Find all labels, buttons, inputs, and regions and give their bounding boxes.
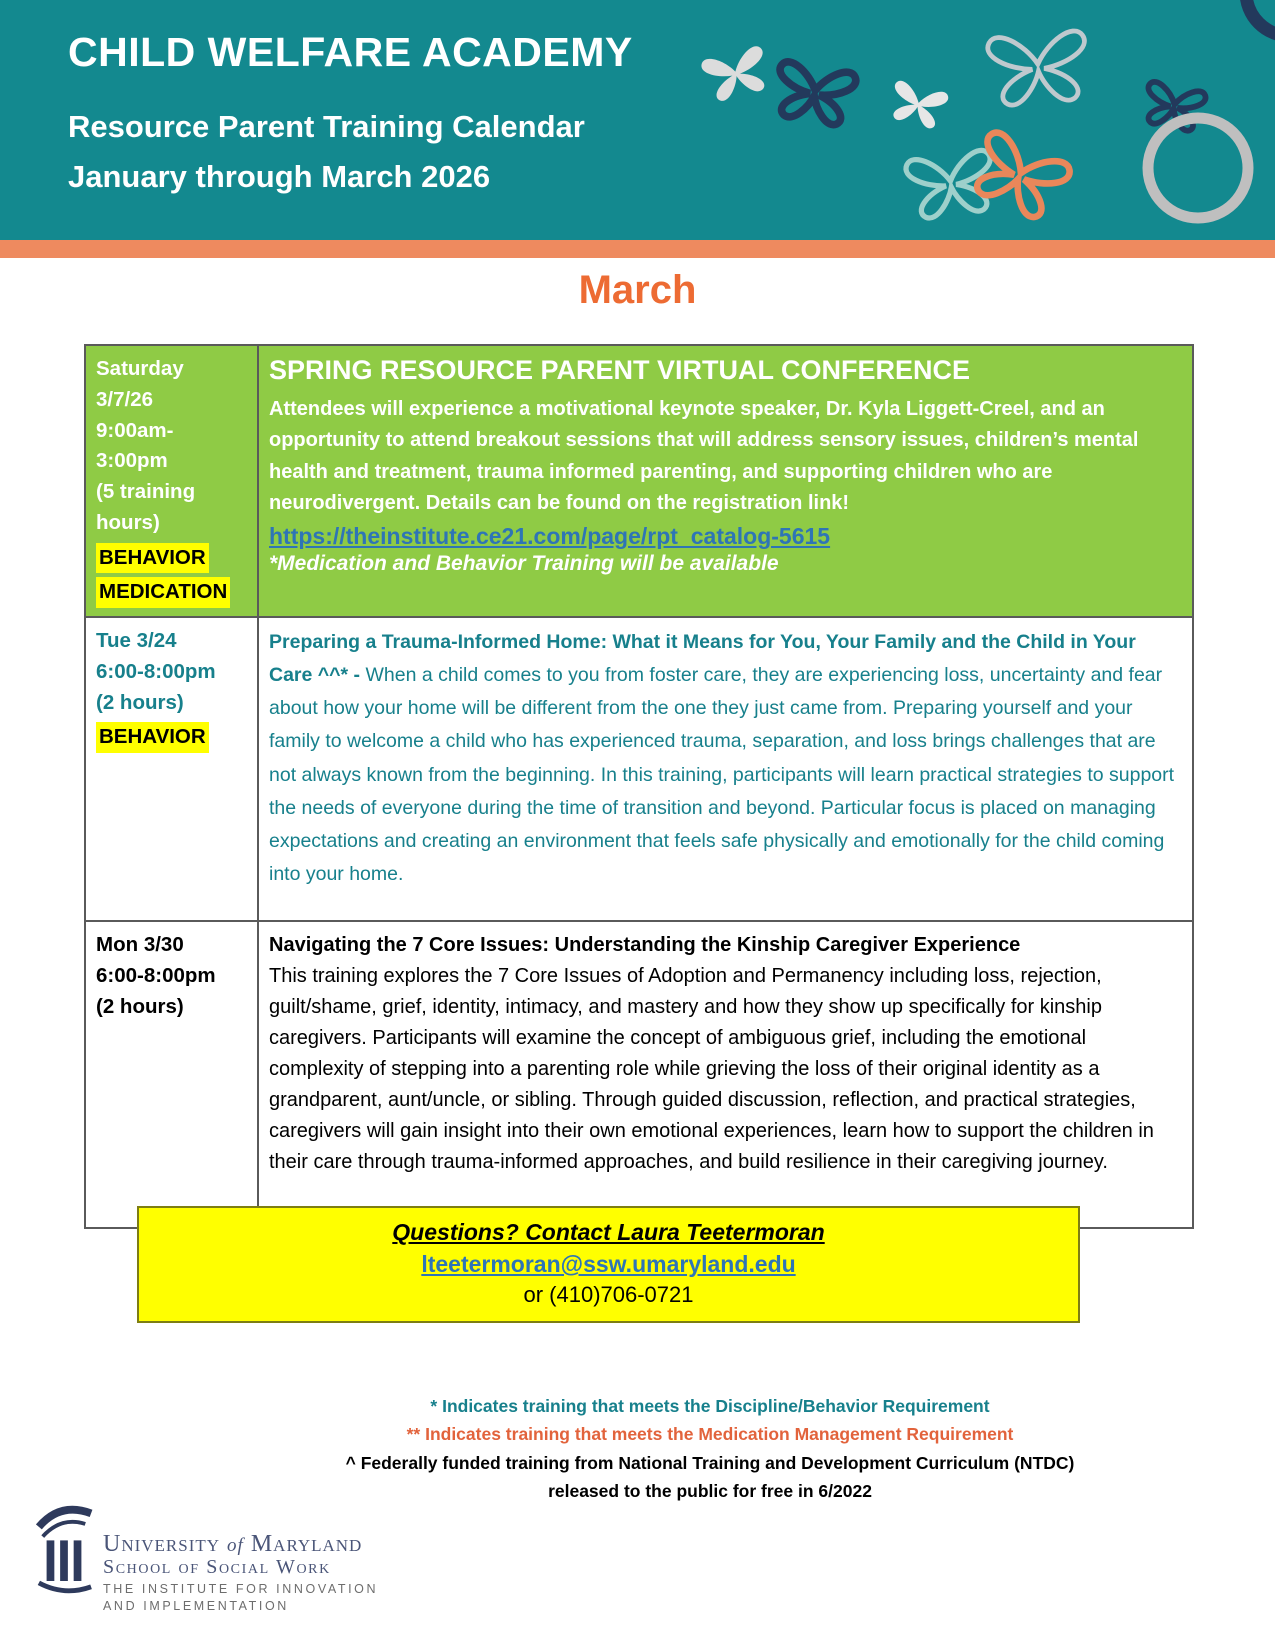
butterfly-outline-lightgray: [987, 30, 1090, 107]
contact-box: [137, 1206, 1080, 1323]
training-table: [84, 344, 1194, 1229]
butterfly-solid-white: [886, 79, 949, 131]
session-datetime-cell: Tue 3/24 6:00-8:00pm (2 hours) BEHAVIOR: [86, 618, 259, 920]
contact-heading: Questions? Contact Laura Teetermoran: [392, 1219, 825, 1245]
session-description: This training explores the 7 Core Issues of Adoption and Permanency including loss, rejection, guilt/shame, grief, identity, intimacy, and mastery and how they show up specifically for kinship caregivers. Participants will examine the concept of ambiguous grief, including the emotional complexity of stepping into a parenting role while grieving the loss of their original identity as a grandparent, aunt/uncle, or sibling. Through guided discussion, reflection, and practical strategies, caregivers will gain insight into their own emotional experiences, learn how to support the children in their care through trauma-informed approaches, and build resilience in their caregiving journey.: [269, 965, 1154, 1173]
table-row-trauma-informed-home: [86, 616, 1192, 920]
contact-email-link[interactable]: lteetermoran@ssw.umaryland.edu: [421, 1251, 796, 1278]
footnote-ntdc: ^ Federally funded training from National Training and Development Curriculum (NTDC): [345, 1452, 1075, 1473]
logo-university-of-maryland: University of Maryland: [103, 1531, 363, 1557]
behavior-tag: BEHAVIOR: [96, 543, 209, 574]
session-description-cell: [259, 346, 1192, 616]
header-banner: [0, 0, 1275, 240]
navy-corner-arc: [1246, 0, 1275, 36]
logo-text: [103, 1532, 378, 1615]
page-subtitle-2: January through March 2026: [68, 158, 491, 194]
session-title: SPRING RESOURCE PARENT VIRTUAL CONFERENCE: [269, 355, 971, 385]
logo-school-of-social-work: School of Social Work: [103, 1556, 331, 1578]
gray-ring: [1148, 118, 1248, 218]
page-title: CHILD WELFARE ACADEMY: [68, 29, 633, 75]
footnote-discipline-behavior: * Indicates training that meets the Discipline/Behavior Requirement: [430, 1396, 990, 1416]
session-note: *Medication and Behavior Training will be available: [269, 552, 779, 576]
requirement-tags: [96, 543, 247, 609]
table-row-conference: [86, 346, 1192, 616]
month-heading: March: [578, 268, 697, 312]
medication-tag: MEDICATION: [96, 577, 230, 608]
session-datetime-cell: Saturday 3/7/26 9:00am- 3:00pm (5 training hours) BEHAVIOR MEDICATION: [86, 346, 259, 616]
session-description: Attendees will experience a motivational keynote speaker, Dr. Kyla Liggett-Creel, and an opportunity to attend breakout sessions that will address sensory issues, children’s mental health and treatment, trauma informed parenting, and supporting children who are neurodivergent. Details can be found on the registration link!: [269, 397, 1139, 514]
session-title: Navigating the 7 Core Issues: Understanding the Kinship Caregiver Experience: [269, 934, 1021, 956]
butterfly-outline-navy-1: [772, 61, 857, 128]
session-datetime-cell: Mon 3/30 6:00-8:00pm (2 hours): [86, 922, 259, 1227]
butterfly-outline-lightteal: [905, 149, 997, 220]
session-title: Preparing a Trauma-Informed Home: What it Means for You, Your Family and the Child in Your Care ^^* -: [269, 631, 1136, 687]
table-row-7-core-issues: [86, 920, 1192, 1227]
butterfly-solid-gray-1: [700, 45, 772, 104]
logo-institute-line-1: THE INSTITUTE FOR INNOVATION: [103, 1582, 379, 1596]
footnote-medication-management: ** Indicates training that meets the Medication Management Requirement: [406, 1424, 1014, 1445]
registration-link[interactable]: https://theinstitute.ce21.com/page/rpt_catalog-5615: [269, 523, 831, 550]
logo-institute-line-2: AND IMPLEMENTATION: [103, 1598, 289, 1613]
orange-stripe: [0, 240, 1275, 258]
session-description: When a child comes to you from foster care, they are experiencing loss, uncertainty and fear about how your home will be different from the one they just came from. Preparing yourself and your family to welcome a child who has experienced trauma, separation, and loss brings challenges that are not always known from the beginning. In this training, participants will learn practical strategies to support the needs of everyone during the time of transition and beyond. Particular focus is placed on managing expectations and creating an environment that feels safe physically and emotionally for the child coming into your home.: [269, 664, 1175, 885]
umd-columns-icon: [35, 1502, 93, 1602]
footnotes: [145, 1392, 1275, 1505]
umd-ssw-logo: [35, 1502, 378, 1615]
session-description-cell: [259, 922, 1192, 1227]
requirement-tags: [96, 722, 247, 753]
contact-phone: or (410)706-0721: [523, 1282, 694, 1308]
page-subtitle-1: Resource Parent Training Calendar: [68, 109, 585, 145]
behavior-tag: BEHAVIOR: [96, 722, 209, 753]
session-description-cell: [259, 618, 1192, 920]
footnote-ntdc-continued: released to the public for free in 6/2022: [548, 1481, 872, 1502]
